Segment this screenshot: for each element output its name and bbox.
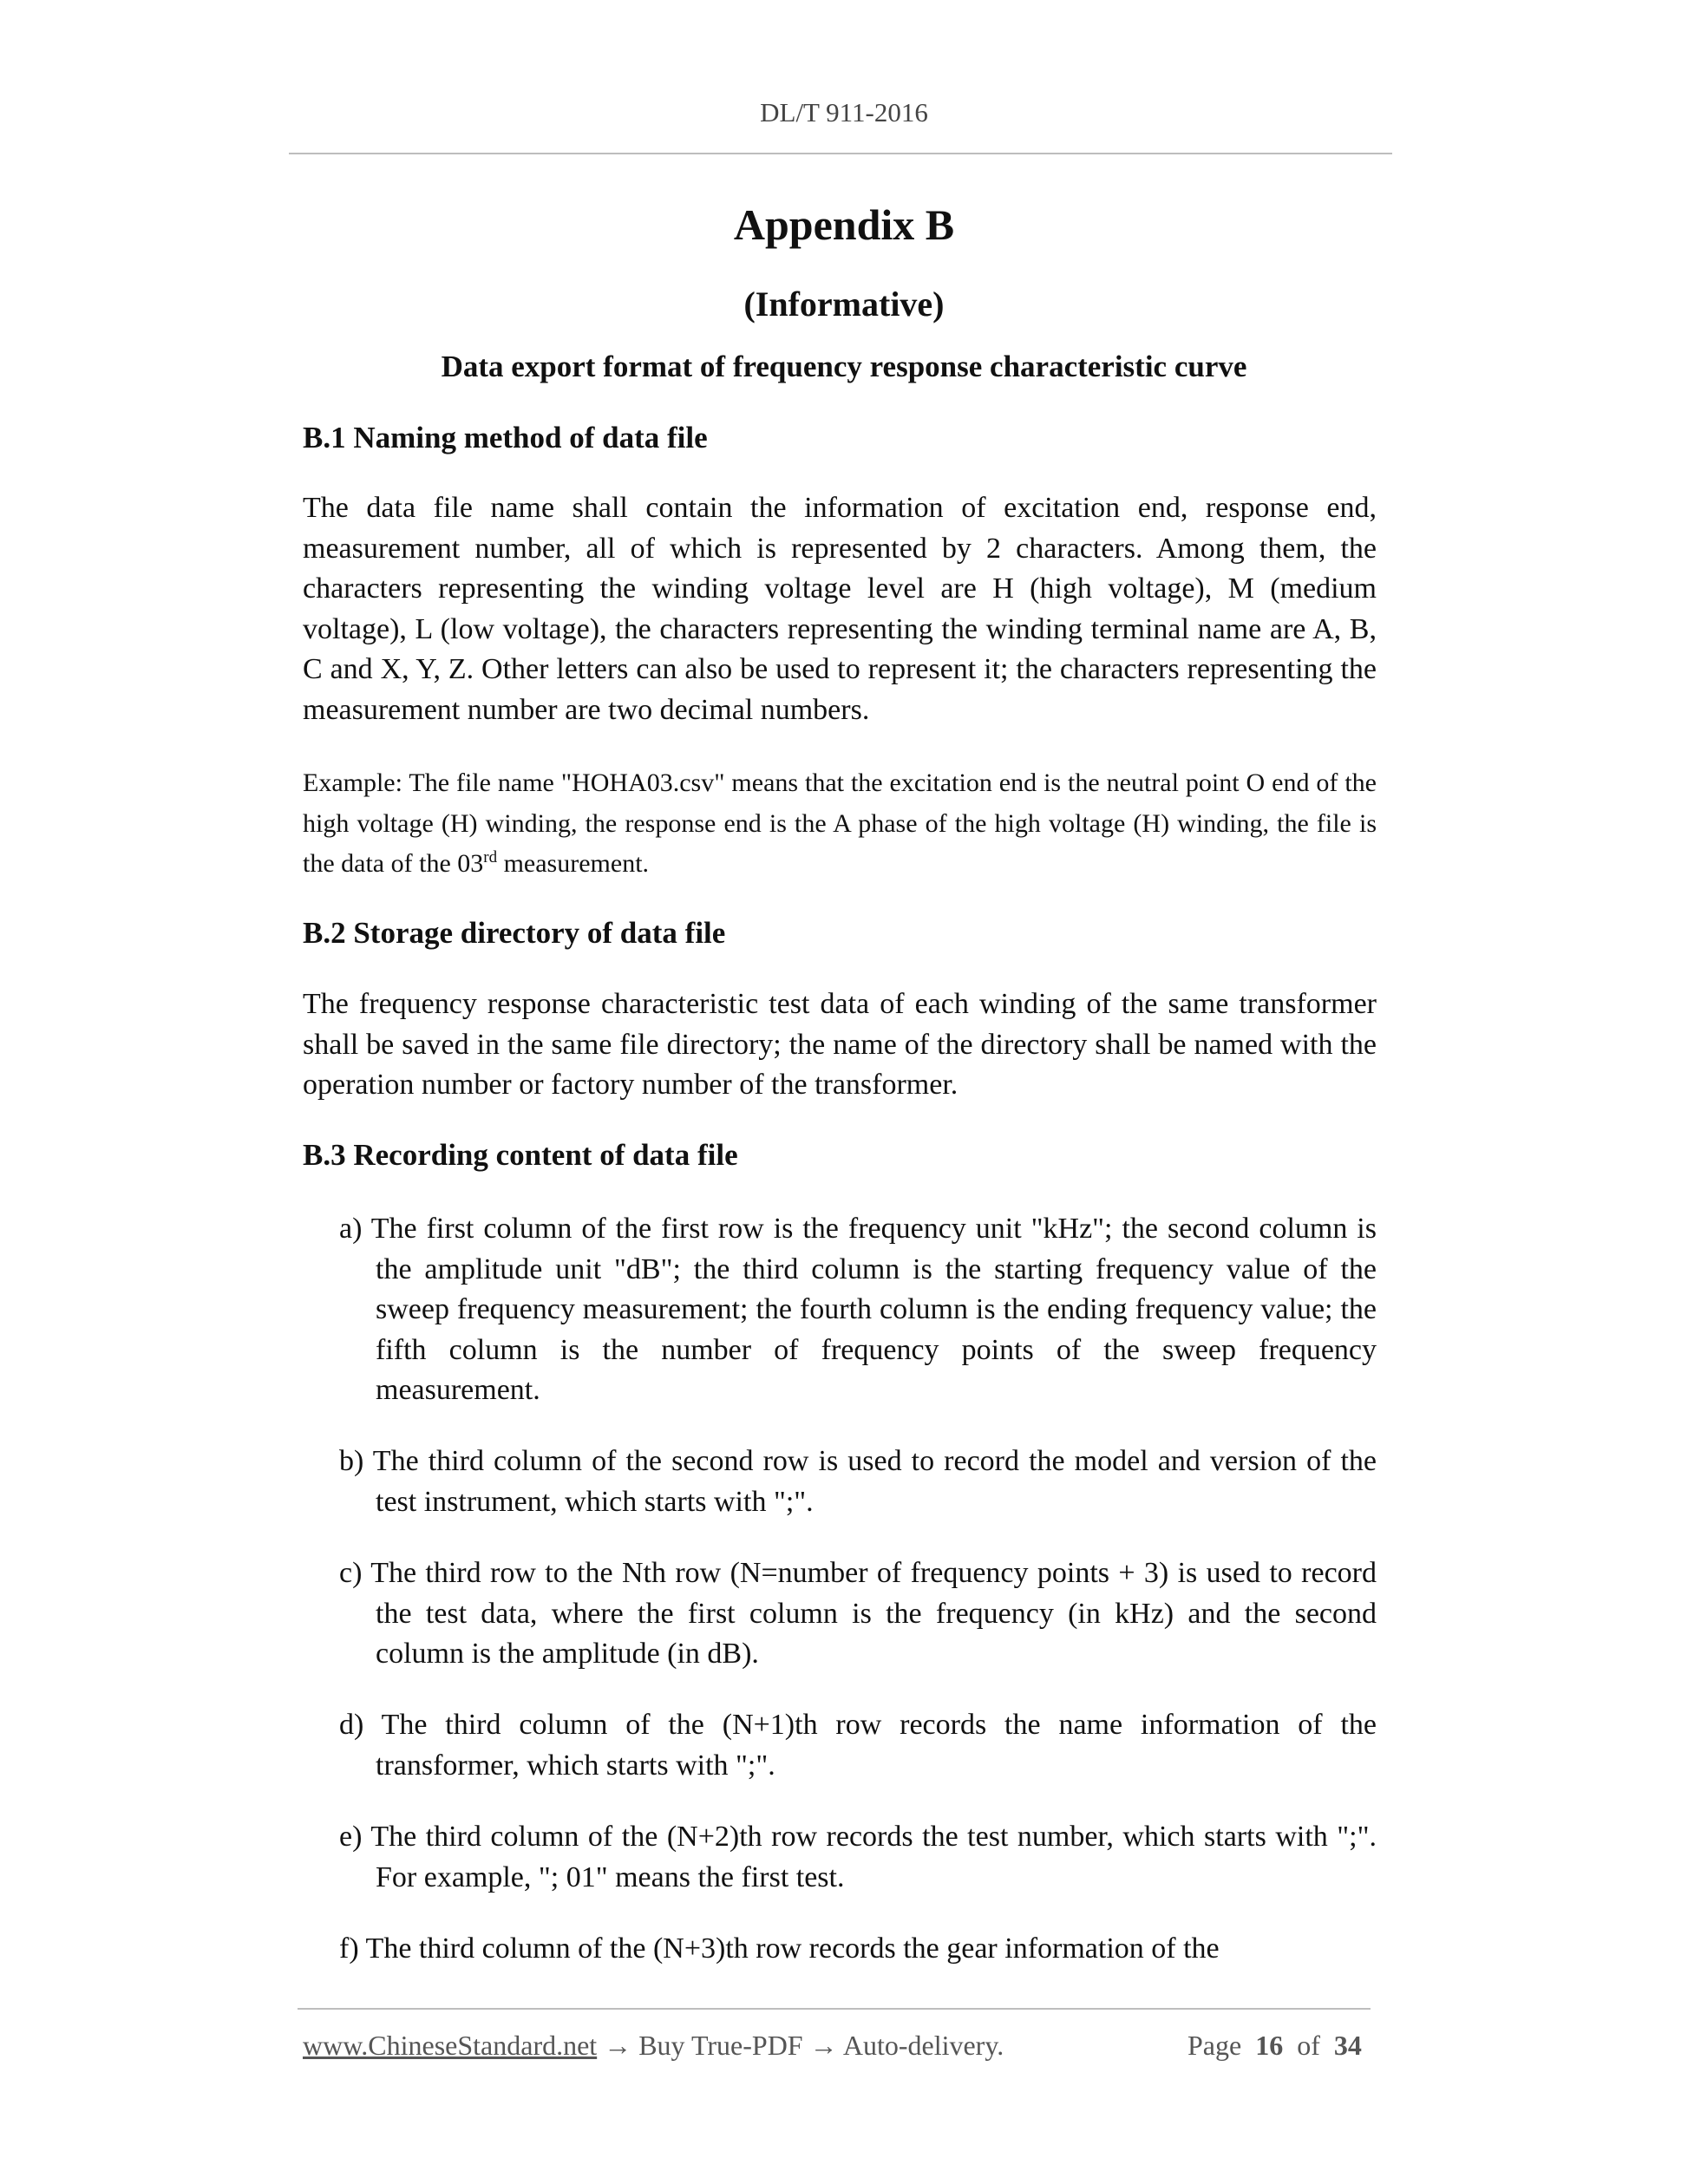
example-text-end: measurement. <box>497 849 650 878</box>
list-item-a <box>339 1209 1377 1411</box>
list-text: The third column of the (N+3)th row records the gear information of the <box>365 1932 1220 1965</box>
paragraph-b2: The frequency response characteristic test data of each winding of the same transformer shall be saved in the same file directory; the name of the directory shall be named with the operation number or factory number of the transformer. <box>303 988 1377 1101</box>
appendix-title: Appendix B <box>733 200 955 249</box>
example-note <box>303 763 1377 885</box>
list-item-d <box>339 1705 1377 1786</box>
appendix-subtitle: Data export format of frequency response characteristic curve <box>441 350 1247 383</box>
list-text: The third column of the (N+2)th row records the test number, which starts with ";". For example, "; 01" means the first test. <box>370 1821 1377 1893</box>
footer-promo <box>303 2030 1004 2062</box>
appendix-type: (Informative) <box>743 284 945 324</box>
list-marker: d) <box>339 1709 364 1741</box>
header-rule <box>289 153 1392 154</box>
list-marker: a) <box>339 1213 363 1245</box>
section-heading-b2: B.2 Storage directory of data file <box>303 916 726 950</box>
footer-rule <box>298 2008 1371 2010</box>
list-text: The third column of the second row is used to record the model and version of the test instrument, which starts with ";". <box>372 1445 1377 1518</box>
page-label: Page <box>1187 2030 1242 2061</box>
page-number: 16 <box>1255 2030 1284 2061</box>
list-text: The third column of the (N+1)th row records the name information of the transformer, which starts with ";". <box>376 1709 1377 1782</box>
list-item-f <box>339 1929 1377 1970</box>
of-label: of <box>1297 2030 1320 2061</box>
list-item-c <box>339 1553 1377 1675</box>
section-heading-b1: B.1 Naming method of data file <box>303 421 708 454</box>
list-text: The first column of the first row is the frequency unit "kHz"; the second column is the amplitude unit "dB"; the third column is the starting frequency value of the sweep frequency measurement; the fourth column is the ending frequency value; the fifth column is the number of frequency points of the sweep frequency measurement. <box>370 1213 1377 1406</box>
list-text: The third row to the Nth row (N=number of frequency points + 3) is used to record the test data, where the first column is the frequency (in kHz) and the second column is the amplitude (in dB). <box>370 1557 1377 1670</box>
list-marker: b) <box>339 1445 364 1477</box>
list-item-e <box>339 1817 1377 1898</box>
section-heading-b3: B.3 Recording content of data file <box>303 1138 738 1172</box>
list-marker: c) <box>339 1557 363 1589</box>
ordinal-superscript: rd <box>483 848 498 866</box>
total-pages: 34 <box>1333 2030 1362 2061</box>
page-indicator <box>1187 2030 1362 2062</box>
website-link[interactable]: www.ChineseStandard.net <box>303 2030 598 2061</box>
list-marker: f) <box>339 1932 359 1965</box>
promo-text: → Buy True-PDF → Auto-delivery. <box>597 2030 1004 2061</box>
list-marker: e) <box>339 1821 363 1853</box>
list-item-b <box>339 1442 1377 1522</box>
document-code: DL/T 911-2016 <box>760 97 928 128</box>
example-text: Example: The file name "HOHA03.csv" means that the excitation end is the neutral point O end of the high voltage (H) winding, the response end is the A phase of the high voltage (H) winding, the file is the data of the 03 <box>303 768 1377 878</box>
paragraph-b1: The data file name shall contain the information of excitation end, response end, measurement number, all of which is represented by 2 characters. Among them, the characters representing the winding voltage level are H (high voltage), M (medium voltage), L (low voltage), the characters representing the winding terminal name are A, B, C and X, Y, Z. Other letters can also be used to represent it; the characters representing the measurement number are two decimal numbers. <box>303 492 1377 726</box>
